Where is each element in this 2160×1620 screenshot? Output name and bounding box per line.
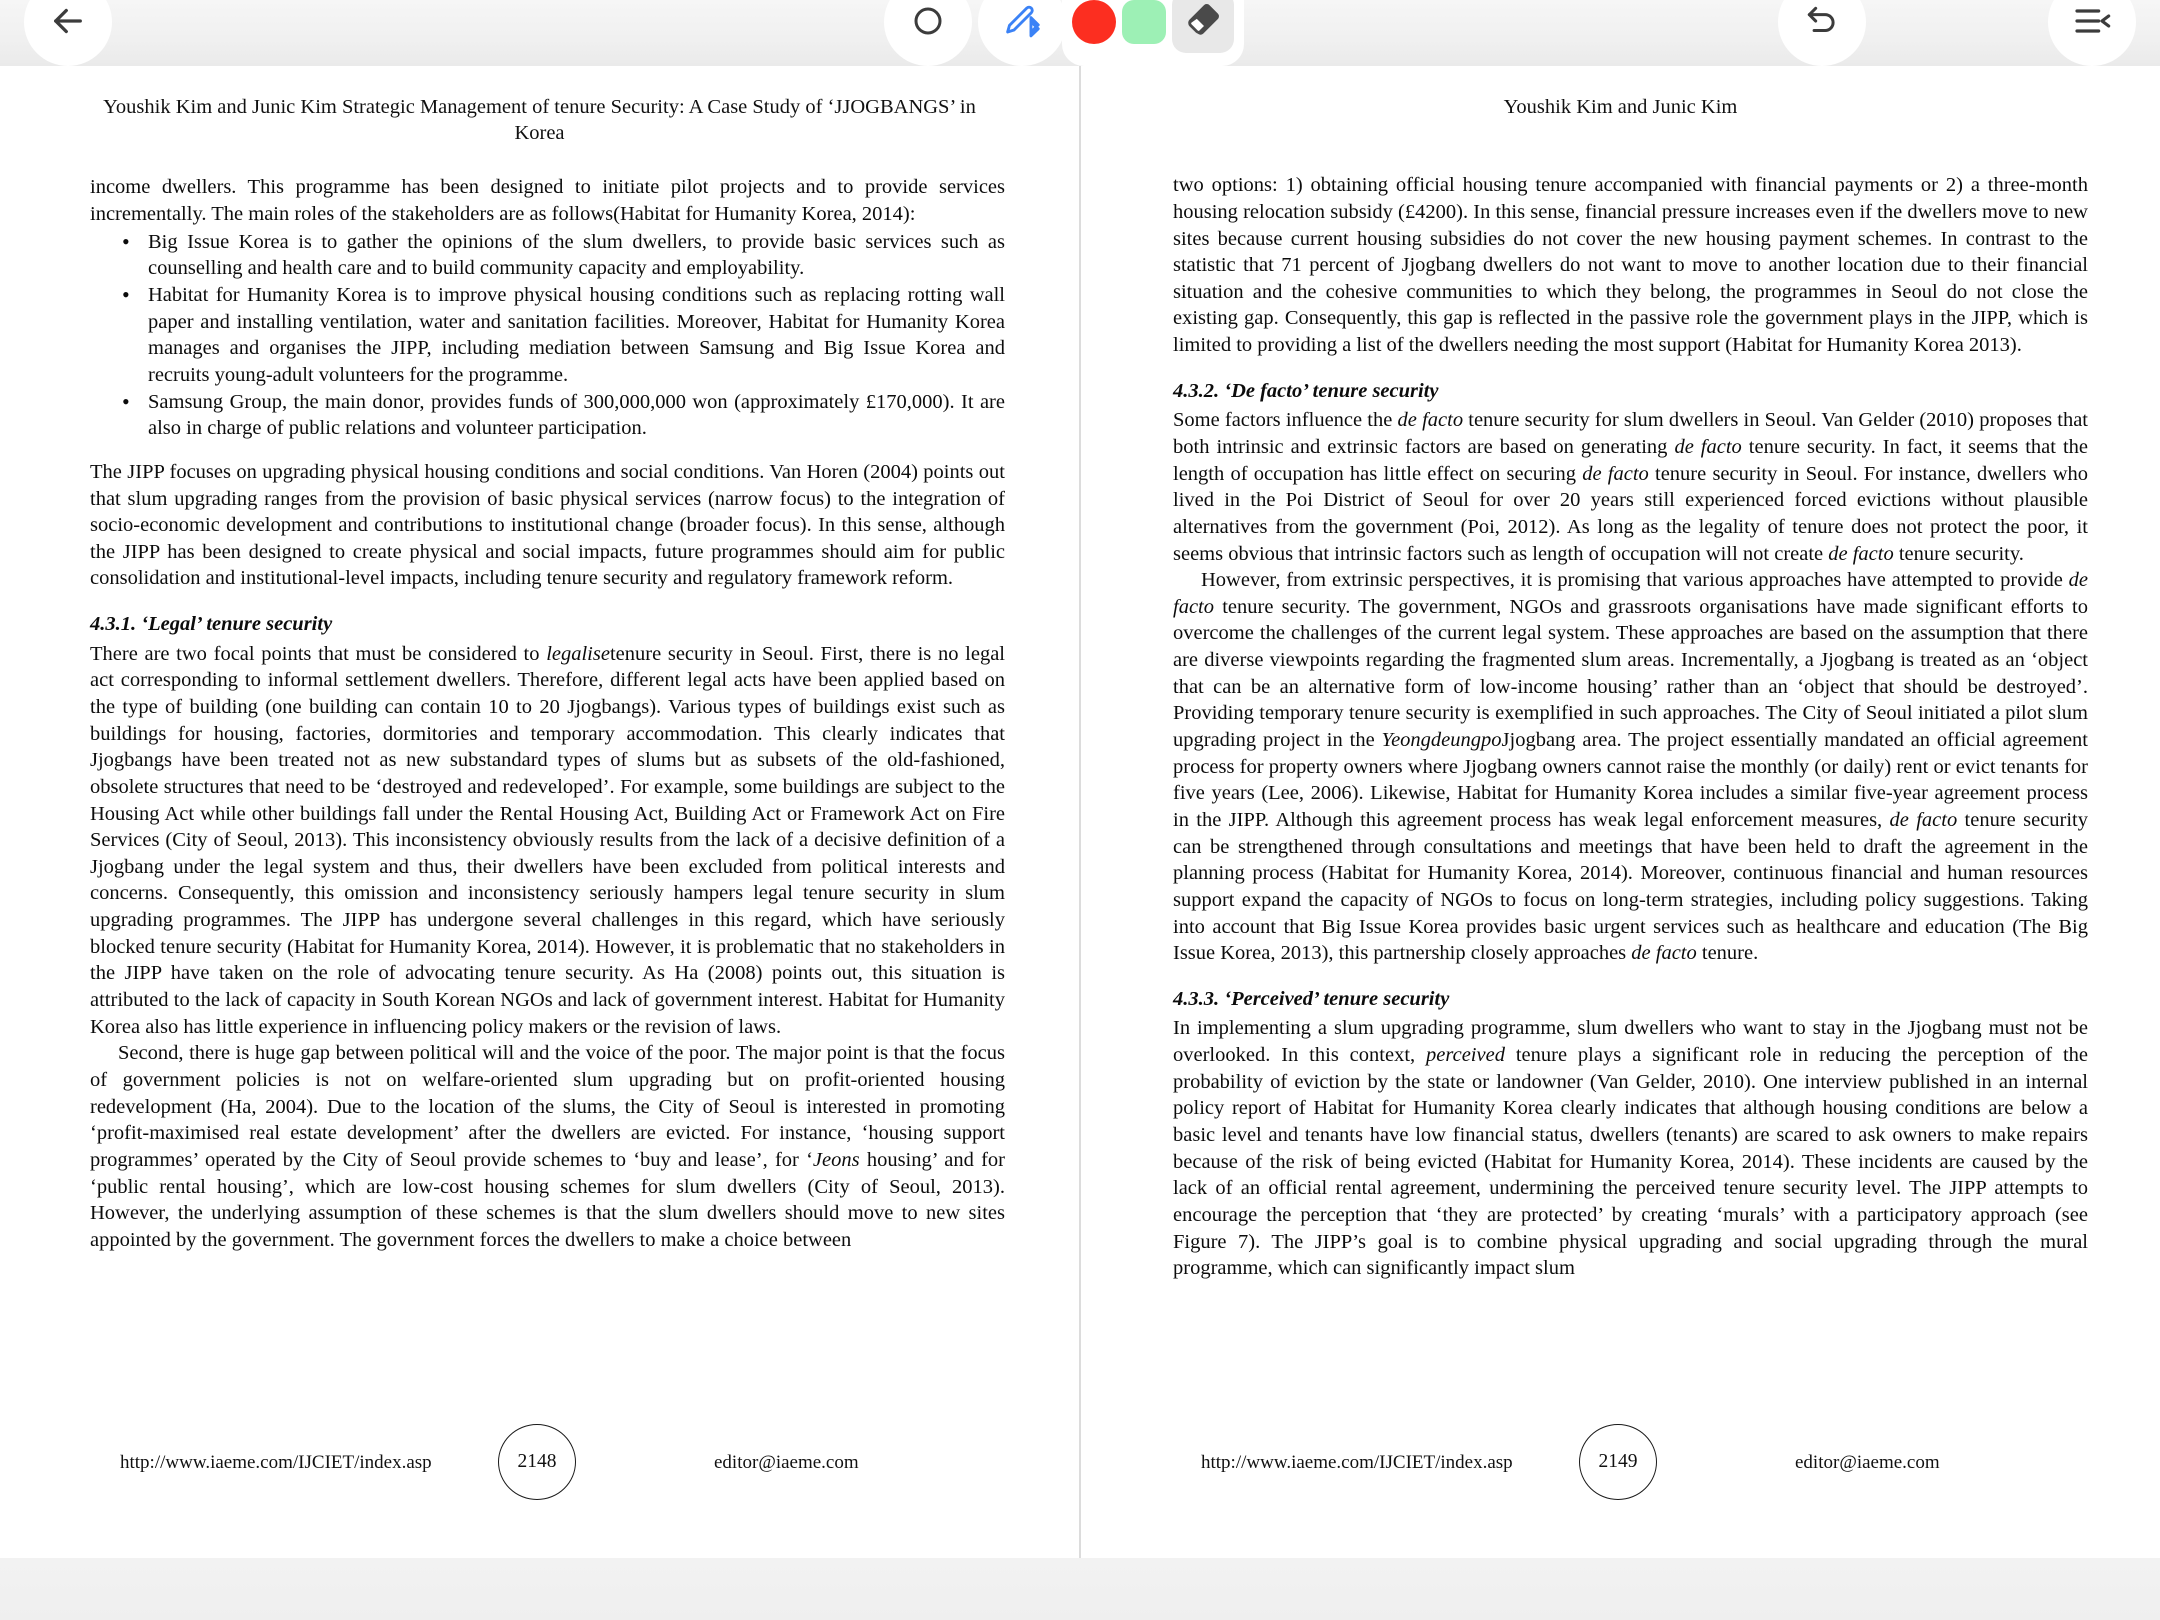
footer-url: http://www.iaeme.com/IJCIET/index.asp xyxy=(120,1452,432,1473)
paragraph-legal-2 xyxy=(90,1040,1005,1253)
text-run: However, from extrinsic perspectives, it is promising that various approaches have attempted to provide xyxy=(1201,569,2069,592)
text-run: In implementing a slum upgrading programme, slum dwellers who want to stay in the Jjogbang must not be overlooked. In this context, xyxy=(1173,1017,2088,1067)
text-run-italic: perceived xyxy=(1426,1044,1505,1067)
page-number-badge: 2148 xyxy=(498,1424,576,1500)
text-run-italic: de facto xyxy=(1397,409,1464,432)
text-run-italic: de facto xyxy=(1889,808,1958,831)
footer-email: editor@iaeme.com xyxy=(1795,1452,1940,1473)
text-run-italic: Yeongdeungpo xyxy=(1381,729,1502,752)
page-footer-right xyxy=(1081,1424,2160,1500)
text-run-italic: Jeons xyxy=(812,1148,860,1171)
page-number-badge: 2149 xyxy=(1579,1424,1657,1500)
text-run: tenure security in Seoul. First, there is no legal act corresponding to informal settlement dwellers. Therefore, different legal acts have been applied based on the type of building (one building can contain 10 to 20 Jjogbangs). Various types of buildings exist such as buildings for housing, factories, dormitories and temporary accommodation. This clearly indicates that Jjogbangs have been treated not as new substandard types of slums but as subsets of the old-fashioned, obsolete structures that need to be ‘destroyed and redeveloped’. For example, some buildings are subject to the Housing Act while other buildings fall under the Rental Housing Act, Building Act or Framework Act on Fire Services (City of Seoul, 2013). This inconsistency obviously results from the lack of a decisive definition of a Jjogbang under the legal system and thus, their dwellers have been excluded from political interests and concerns. Consequently, this omission and inconsistency seriously hampers legal tenure security in slum upgrading programmes. The JIPP has undergone several challenges in this regard, which have seriously blocked tenure security (Habitat for Humanity Korea, 2014). However, it is problematic that no stakeholders in the JIPP have taken on the role of advocating tenure security. As Ha (2008) points out, this situation is attributed to the lack of capacity in South Korean NGOs and lack of government interest. Habitat for Humanity Korea also has little experience in influencing policy makers or the revision of laws. xyxy=(90,642,1005,1038)
section-heading-432: 4.3.2. ‘De facto’ tenure security xyxy=(1173,379,1439,402)
pencil-bluetooth-icon xyxy=(1000,0,1044,46)
list-item: • Habitat for Humanity Korea is to improve physical housing conditions such as replacing rotting wall paper and installing ventilation, water and sanitation facilities. Moreover, Habitat for Humanity Korea manages and organises the JIPP, including mediation between Samsung and Big Issue Korea and recruits young-adult volunteers for the programme. xyxy=(90,282,1005,389)
text-run-italic: de facto xyxy=(1173,569,2088,618)
page-body-left xyxy=(90,174,1005,1253)
text-run: housing’ and for ‘public rental housing’, which are low-cost housing schemes for slum dwellers (City of Seoul, 2013). However, the underlying assumption of these schemes is that the slum dwellers should move to new sites appointed by the government. The government forces the dwellers to make a choice between xyxy=(90,1148,1005,1251)
arrow-left-icon xyxy=(47,0,89,45)
text-run: Jjogbang area. The project essentially mandated an official agreement process for property owners where Jjogbang owners cannot raise the monthly (or daily) rent or evict tenants for five years (Lee, 2006). Likewise, Habitat for Humanity Korea includes a similar five-year agreement process in the JIPP. Although this agreement process has weak legal enforcement measures, xyxy=(1173,729,2088,831)
page-body-right xyxy=(1173,172,2088,1282)
paragraph-perceived-1 xyxy=(1173,1015,2088,1281)
text-run: tenure plays a significant role in reducing the perception of the probability of eviction by the state or landowner (Van Gelder, 2010). One interview published in an internal policy report of Habitat for Humanity Korea clearly indicates that although housing conditions are below a basic level and tenants have low financial status, dwellers (tenants) are scared to ask owners to make repairs because of the risk of being evicted (Habitat for Humanity Korea, 2014). These incidents are caused by the lack of an official rental agreement, undermining the perceived tenure security level. The JIPP attempts to encourage the perception that ‘they are protected’ by creating ‘murals’ with a participatory approach (see Figure 7). The JIPP’s goal is to combine physical upgrading and social upgrading through the mural programme, which can significantly impact slum xyxy=(1173,1044,2088,1280)
eraser-tool-button[interactable] xyxy=(1172,0,1234,53)
paragraph-intro: income dwellers. This programme has been designed to initiate pilot projects and to provide services incrementally. The main roles of the stakeholders are as follows(Habitat for Humanity Korea, 2014): xyxy=(90,176,1005,226)
section-heading-431: 4.3.1. ‘Legal’ tenure security xyxy=(90,613,333,636)
text-run: Some factors influence the xyxy=(1173,409,1398,432)
text-run-italic: de facto xyxy=(1631,942,1697,965)
text-run-italic: de facto xyxy=(1582,462,1649,485)
paragraph-defacto-1 xyxy=(1173,407,2088,567)
text-run-italic: legalise xyxy=(546,642,610,665)
text-run: tenure security. In fact, it seems that the length of occupation has little effect on securing xyxy=(1173,436,2089,485)
list-item: • Big Issue Korea is to gather the opinions of the slum dwellers, to provide basic services such as counselling and health care and to build community capacity and employability. xyxy=(90,229,1005,282)
paragraph-options: two options: 1) obtaining official housing tenure accompanied with financial payments or 2) a three-month housing relocation subsidy (£4200). In this sense, financial pressure increases even if the dwellers move to new sites because current housing subsidies do not cover the new housing payment schemes. In contrast to the statistic that 71 percent of Jjogbang dwellers do not want to move to another location due to their financial situation and the cohesive communities to which they belong, the programmes in Seoul do not close the existing gap. Consequently, this gap is reflected in the passive role the government plays in the JIPP, which is limited to providing a list of the dwellers needing the most support (Habitat for Humanity Korea 2013). xyxy=(1173,174,2088,357)
text-run: There are two focal points that must be considered to xyxy=(90,642,547,665)
undo-arrow-icon xyxy=(1803,2,1841,43)
paragraph-legal-1 xyxy=(90,641,1005,1041)
running-head-left: Youshik Kim and Junic Kim Strategic Management of tenure Security: A Case Study of ‘JJOGBANGS’ in Korea xyxy=(103,96,976,145)
pen-options-group xyxy=(1062,0,1244,66)
page-divider xyxy=(1079,66,1081,1558)
footer-url: http://www.iaeme.com/IJCIET/index.asp xyxy=(1201,1452,1513,1473)
eraser-icon xyxy=(1184,1,1222,44)
text-run: tenure security in Seoul. For instance, dwellers who lived in the Poi District of Seoul for over 20 years still experienced forced evictions without plausible alternatives from the government (Poi, 2012). As long as the legality of tenure does not protect the poor, it seems obvious that intrinsic factors such as length of occupation will not create xyxy=(1173,462,2088,565)
list-collapse-icon xyxy=(2072,1,2112,44)
page-footer-left xyxy=(0,1424,1079,1500)
paragraph-defacto-2 xyxy=(1173,567,2088,967)
text-run: tenure security. xyxy=(1893,542,2024,565)
footer-email: editor@iaeme.com xyxy=(714,1452,859,1473)
text-run: Second, there is huge gap between political will and the voice of the poor. The major point is that the focus of government policies is not on welfare-oriented slum upgrading but on profit-oriented housing redevelopment (Ha, 2004). Due to the location of the slums, the City of Seoul is interested in promoting ‘profit-maximised real estate development’ after the dwellers are evicted. For instance, ‘housing support programmes’ operated by the City of Seoul provide schemes to ‘buy and lease’, for ‘ xyxy=(90,1042,1005,1171)
running-head-right: Youshik Kim and Junic Kim xyxy=(1503,96,1738,118)
text-run: tenure security for slum dwellers in Seoul. Van Gelder (2010) proposes that both intrinsic and extrinsic factors are based on generating xyxy=(1173,409,2088,458)
text-run: tenure security can be strengthened through consultations and meetings that have been held to draft the agreement in the planning process (Habitat for Humanity Korea, 2014). Moreover, continuous financial and human resources support expand the capacity of NGOs to focus on long-term strategies, including policy suggestions. Taking into account that Big Issue Korea provides basic urgent services such as healthcare and education (The Big Issue Korea, 2013), this partnership closely approaches xyxy=(1173,808,2089,965)
stakeholder-bullet-list xyxy=(90,229,1005,442)
section-heading-433: 4.3.3. ‘Perceived’ tenure security xyxy=(1173,987,1450,1010)
paragraph-jipp: The JIPP focuses on upgrading physical housing conditions and social conditions. Van Horen (2004) points out that slum upgrading ranges from the provision of basic physical services (narrow focus) to the integration of socio-economic development and contributions to institutional change (broader focus). In this sense, although the JIPP has been designed to create physical and social impacts, future programmes should aim for public consolidation and institutional-level impacts, including tenure security and regulatory framework reform. xyxy=(90,460,1005,590)
page-2148[interactable] xyxy=(0,66,1079,1558)
color-swatch-green[interactable] xyxy=(1122,0,1166,44)
text-run: tenure. xyxy=(1696,942,1759,965)
document-viewer[interactable] xyxy=(0,66,2160,1558)
bottom-chrome-strip xyxy=(0,1558,2160,1620)
text-run-italic: de facto xyxy=(1828,542,1894,565)
page-2149[interactable] xyxy=(1081,66,2160,1558)
list-item: • Samsung Group, the main donor, provides funds of 300,000,000 won (approximately £170,000). It are also in charge of public relations and volunteer participation. xyxy=(90,389,1005,442)
circle-outline-icon xyxy=(910,3,946,42)
text-run-italic: de facto xyxy=(1674,436,1742,458)
color-swatch-red[interactable] xyxy=(1072,0,1116,44)
text-run: tenure security. The government, NGOs and grassroots organisations have made significant efforts to overcome the challenges of the current legal system. These approaches are based on the assumption that there are diverse viewpoints regarding the fragmented slum areas. Incrementally, a Jjogbang is treated as an ‘object that can be an alternative form of low-income housing’ rather than an ‘object that should be destroyed’. Providing temporary tenure security is exemplified in such approaches. The City of Seoul initiated a pilot slum upgrading project in the xyxy=(1173,595,2088,752)
